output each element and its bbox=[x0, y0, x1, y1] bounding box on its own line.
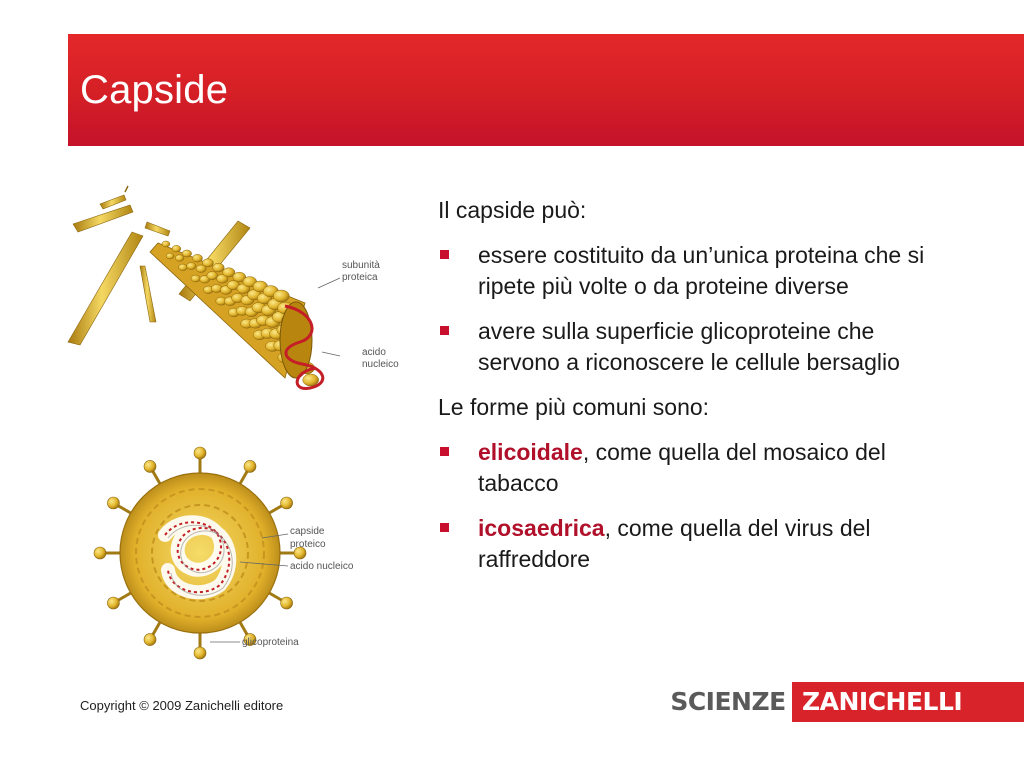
capsid-subunit bbox=[191, 275, 200, 282]
helical-capsid-cone bbox=[150, 241, 319, 386]
glycoprotein-spike bbox=[266, 497, 293, 515]
bullet-text: , come quella del virus del raffreddore bbox=[478, 515, 871, 572]
capsid-subunit bbox=[172, 245, 181, 252]
capsid-subunit bbox=[175, 255, 184, 262]
keyword-elicoidale: elicoidale bbox=[478, 439, 583, 465]
bullet-item bbox=[438, 513, 958, 575]
capsid-subunit bbox=[179, 264, 188, 271]
glycoprotein-spike bbox=[107, 497, 134, 515]
capsid-subunit bbox=[273, 290, 289, 302]
glycoprotein-spike bbox=[107, 591, 134, 609]
bullet-item bbox=[438, 437, 958, 499]
bullet-text: , come quella del mosaico del tabacco bbox=[478, 439, 886, 496]
helical-labels bbox=[318, 260, 399, 370]
capsid-subunit bbox=[162, 241, 170, 247]
label-glyco: glicoproteina bbox=[242, 637, 299, 648]
capsid-subunit bbox=[166, 253, 174, 259]
capsid-subunit bbox=[187, 263, 196, 270]
label-acid: acido nucleico bbox=[290, 561, 354, 572]
capsid-subunit bbox=[202, 259, 213, 267]
label-capsid-line2: proteico bbox=[290, 539, 326, 550]
shapes-intro-text: Le forme più comuni sono: bbox=[438, 394, 710, 420]
bullet-item bbox=[438, 240, 958, 302]
bullet-square-icon bbox=[440, 326, 449, 335]
label-acid-line2: nucleico bbox=[362, 359, 399, 370]
slide-body bbox=[438, 195, 958, 589]
glycoprotein-spike bbox=[266, 591, 293, 609]
bullet-square-icon bbox=[440, 447, 449, 456]
capsid-subunit bbox=[213, 263, 225, 272]
helical-virus-figure bbox=[68, 186, 399, 389]
icosahedral-virus-figure bbox=[94, 447, 354, 659]
bullet-item bbox=[438, 316, 958, 378]
glycoprotein-spike bbox=[144, 460, 162, 487]
capsid-subunit bbox=[182, 250, 191, 257]
label-acid-line1: acido bbox=[362, 347, 386, 358]
bullet-text: essere costituito da un’unica proteina che si ripete più volte o da proteine diverse bbox=[478, 242, 925, 299]
bullet-square-icon bbox=[440, 523, 449, 532]
brand-scienze: SCIENZE bbox=[668, 682, 788, 722]
glycoprotein-spike bbox=[144, 619, 162, 646]
brand-zanichelli: ZANICHELLI bbox=[792, 682, 1024, 722]
copyright-text: Copyright © 2009 Zanichelli editore bbox=[80, 698, 284, 713]
capsid-subunit bbox=[207, 272, 218, 280]
publisher-logo bbox=[668, 682, 1024, 722]
label-subunit-line1: subunità bbox=[342, 260, 380, 271]
label-capsid-line1: capside bbox=[290, 526, 325, 537]
capsid-subunit bbox=[192, 254, 202, 262]
intro-text: Il capside può: bbox=[438, 197, 587, 223]
keyword-icosaedrica: icosaedrica bbox=[478, 515, 605, 541]
label-subunit-line2: proteica bbox=[342, 272, 378, 283]
capsid-subunit bbox=[303, 374, 319, 386]
bullet-text: avere sulla superficie glicoproteine che servono a riconoscere le cellule bersaglio bbox=[478, 318, 900, 375]
glycoprotein-spike bbox=[238, 460, 256, 487]
bullet-square-icon bbox=[440, 250, 449, 259]
slide-title: Capside bbox=[80, 68, 229, 112]
capsid-body bbox=[120, 473, 280, 633]
